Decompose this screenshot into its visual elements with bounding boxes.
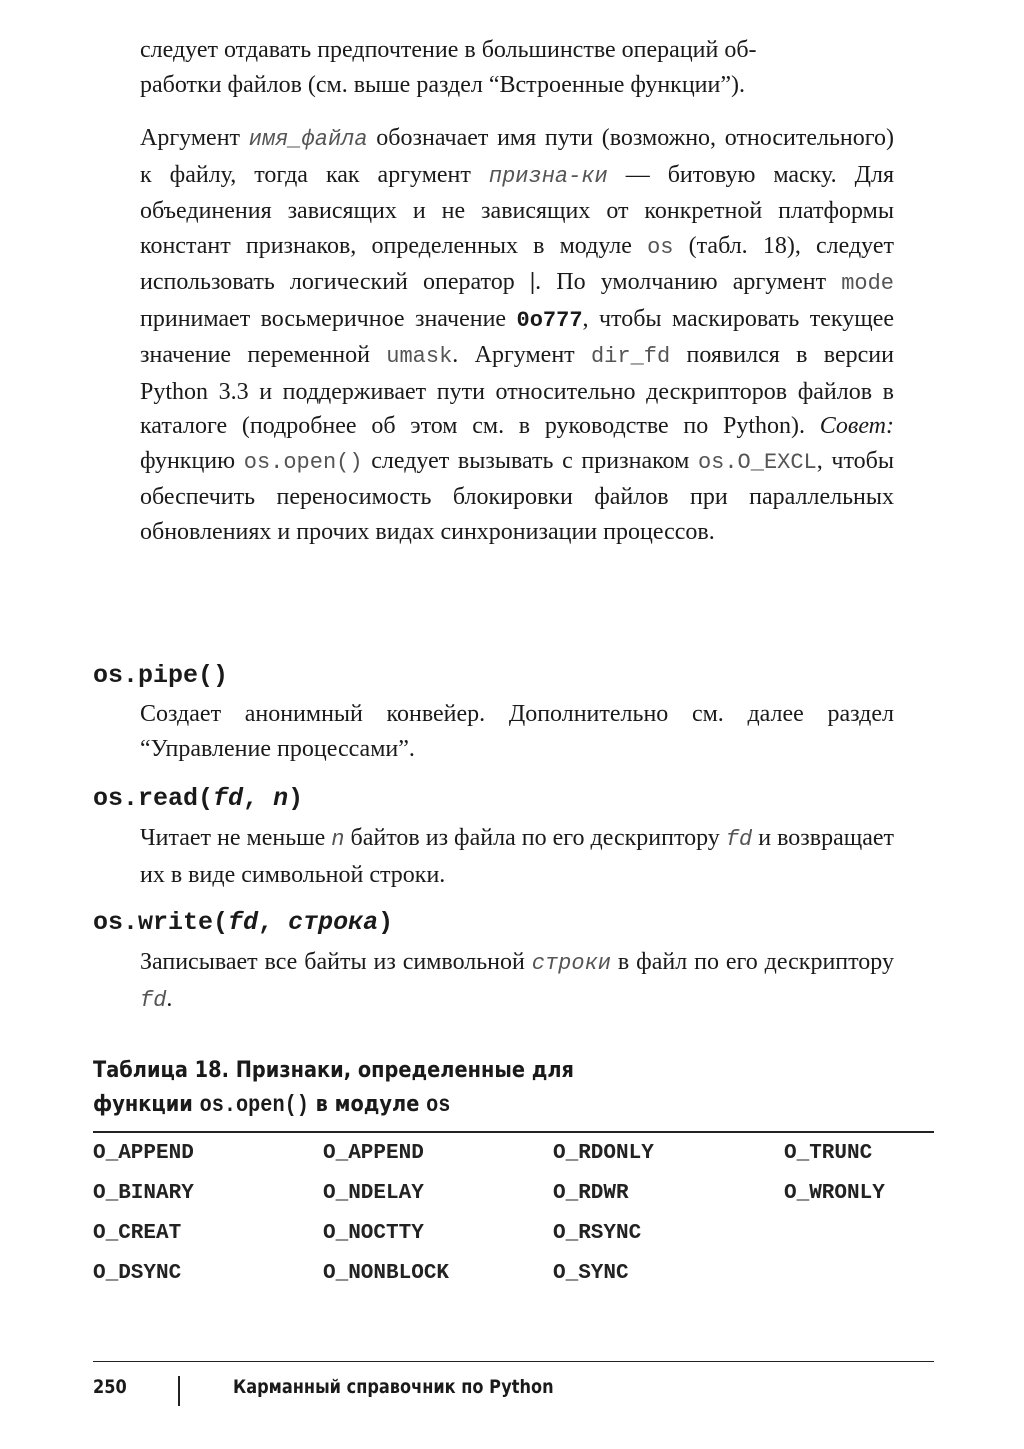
continuation-line-1: следует отдавать предпочтение в большинстве операций об- <box>140 37 757 63</box>
text: (табл. 18), следует использовать логический оператор <box>140 232 894 295</box>
text: os.open() <box>199 1092 309 1118</box>
pipe-heading: os.pipe() <box>93 661 229 690</box>
table-title <box>93 1054 574 1122</box>
table-title-line-2 <box>93 1088 574 1122</box>
code-os: os <box>647 234 674 260</box>
open-args-paragraph <box>140 121 894 549</box>
flag-cell <box>784 1222 934 1262</box>
page-number: 250 <box>93 1376 127 1398</box>
text: ) <box>378 908 394 937</box>
text: n <box>331 827 345 852</box>
footer-rule <box>93 1361 934 1362</box>
text: , <box>258 908 289 937</box>
tip-label: Совет: <box>819 413 894 439</box>
text: — битовую маску. Для объединения зависящих и не зависящих от конкретной платформы констант признаков, определенных в модуле <box>140 161 894 259</box>
flags-table <box>93 1142 934 1302</box>
flag-cell: O_WRONLY <box>784 1182 885 1205</box>
text: строки <box>531 951 611 976</box>
book-title: Карманный справочник по Python <box>233 1376 554 1398</box>
code-mode: mode <box>841 271 894 296</box>
text: Записывает все байты из символьной <box>140 949 532 975</box>
flag-cell: O_SYNC <box>553 1262 629 1285</box>
footer-divider <box>178 1376 180 1406</box>
text: . Аргумент <box>452 342 591 368</box>
text: . По умолчанию аргумент <box>535 269 842 295</box>
pipe-description: Создает анонимный конвейер. Дополнительно см. далее раздел “Управление процессами”. <box>140 701 894 762</box>
flag-cell: O_APPEND <box>323 1142 424 1165</box>
text: функции <box>93 1092 200 1117</box>
code-octal: 0o777 <box>516 307 583 333</box>
code-o-excl: os.O_EXCL <box>697 449 817 475</box>
flag-cell: O_NOCTTY <box>323 1222 424 1245</box>
flag-cell: O_RSYNC <box>553 1222 642 1245</box>
text: принимает восьмеричное значение <box>140 305 517 332</box>
flag-cell: O_RDWR <box>553 1182 629 1205</box>
text: строка <box>288 908 379 937</box>
read-description <box>140 821 894 892</box>
text: в модуле <box>308 1092 427 1117</box>
text: , чтобы обеспечить переносимость блокировки файлов при параллельных обновлениях и прочих видах синхронизации процессов. <box>140 447 895 545</box>
table-top-rule <box>93 1131 934 1133</box>
flag-cell <box>784 1262 934 1302</box>
text: , чтобы маскировать текущее значение переменной <box>140 305 894 368</box>
text: fd <box>140 987 167 1013</box>
arg-filename: имя_файла <box>248 127 368 152</box>
text: os.read( <box>93 784 214 813</box>
text: os.write( <box>93 908 229 937</box>
flag-cell: O_RDONLY <box>553 1142 654 1165</box>
text: ) <box>288 784 304 813</box>
text: следует вызывать с признаком <box>362 447 698 474</box>
text: fd <box>228 908 259 937</box>
flag-cell: O_DSYNC <box>93 1262 182 1285</box>
text: обозначает имя пути (возможно, относительного) к файлу, тогда как аргумент <box>140 125 895 188</box>
text: . <box>166 985 173 1012</box>
code-os-open: os.open() <box>243 449 363 475</box>
write-heading <box>93 908 393 938</box>
arg-flags: призна-ки <box>488 163 608 189</box>
continuation-paragraph <box>140 33 894 102</box>
text: в файл по его дескриптору <box>611 949 894 975</box>
text: и возвращает их в виде символьной строки. <box>140 825 894 888</box>
text: функцию <box>140 447 244 474</box>
flag-cell: O_TRUNC <box>784 1142 873 1165</box>
flag-cell: O_APPEND <box>93 1142 194 1165</box>
text: os <box>426 1092 451 1118</box>
page-footer <box>93 1376 934 1406</box>
text: появился в версии Python 3.3 и поддерживает пути относительно дескрипторов файлов в каталоге (подробнее об этом см. в руководстве по Python). <box>140 342 894 439</box>
flag-cell: O_NDELAY <box>323 1182 424 1205</box>
text: n <box>273 784 289 813</box>
flag-cell: O_NONBLOCK <box>323 1262 450 1285</box>
flag-cell: O_CREAT <box>93 1222 182 1245</box>
code-or-operator: | <box>529 269 536 295</box>
text: fd <box>725 827 753 852</box>
text: Читает не меньше <box>140 825 332 851</box>
text: Аргумент <box>140 125 249 151</box>
continuation-line-2: работки файлов (см. выше раздел “Встроенные функции”). <box>140 71 745 98</box>
read-heading <box>93 784 303 814</box>
text: fd <box>213 784 244 813</box>
code-dir-fd: dir_fd <box>590 344 671 369</box>
table-title-line-1: Таблица 18. Признаки, определенные для <box>93 1058 574 1083</box>
text: байтов из файла по его дескриптору <box>344 825 726 851</box>
flag-cell: O_BINARY <box>93 1182 194 1205</box>
text: , <box>243 784 274 813</box>
write-description <box>140 945 894 1018</box>
code-umask: umask <box>386 344 453 369</box>
